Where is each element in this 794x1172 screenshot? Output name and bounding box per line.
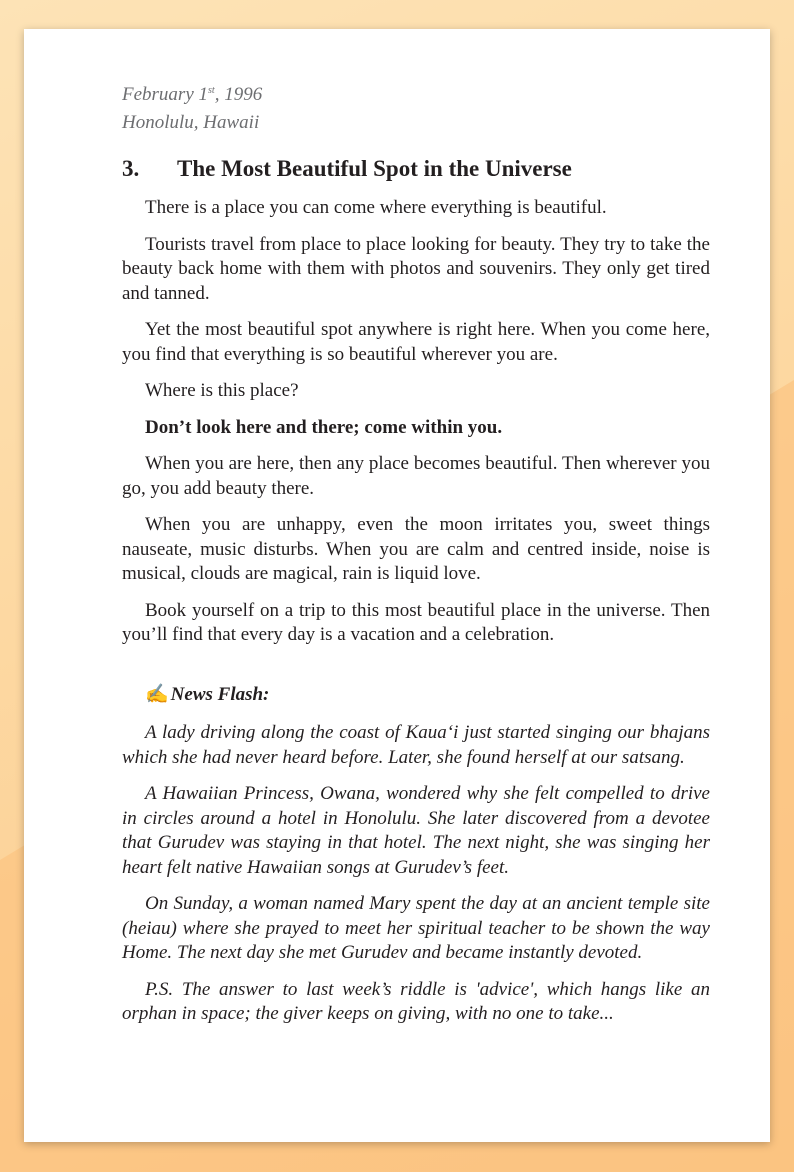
paragraph: When you are here, then any place becomes beautiful. Then wherever you go, you add beauty there. [122, 453, 710, 499]
location: Honolulu, Hawaii [122, 112, 260, 133]
paragraph: Where is this place? [145, 380, 299, 401]
chapter-heading [122, 154, 710, 184]
document-page [24, 29, 770, 1142]
paragraph: Tourists travel from place to place looking for beauty. They try to take the beauty back home with them with photos and souvenirs. They only get tired and tanned. [122, 233, 710, 304]
news-flash-section [122, 721, 710, 1027]
pen-icon: ✍ [145, 683, 169, 705]
chapter-number: 3. [122, 156, 140, 181]
paragraph: There is a place you can come where everything is beautiful. [145, 197, 607, 218]
news-flash-heading [122, 683, 710, 708]
news-flash-title: News Flash: [170, 683, 270, 705]
date-month-day: February 1 [122, 84, 209, 105]
chapter-title: The Most Beautiful Spot in the Universe [177, 156, 572, 181]
paragraph: Book yourself on a trip to this most beautiful place in the universe. Then you’ll find that every day is a vacation and a celebration. [122, 599, 710, 645]
date-ordinal: st [208, 85, 215, 96]
page-content [122, 81, 710, 1039]
news-item: P.S. The answer to last week’s riddle is 'advice', which hangs like an orphan in space; the giver keeps on giving, with no one to take... [122, 978, 710, 1024]
date-year: , 1996 [214, 84, 263, 105]
date [122, 81, 710, 109]
paragraph: When you are unhappy, even the moon irritates you, sweet things nauseate, music disturbs. When you are calm and centred inside, noise is musical, clouds are magical, rain is liquid love. [122, 514, 710, 584]
paragraph: Yet the most beautiful spot anywhere is right here. When you come here, you find that everything is so beautiful wherever you are. [122, 319, 710, 365]
emphasis-paragraph: Don’t look here and there; come within you. [145, 416, 503, 438]
dateline [122, 81, 710, 137]
news-item: A lady driving along the coast of Kaua‘i just started singing our bhajans which she had never heard before. Later, she found herself at our satsang. [122, 722, 710, 768]
news-item: On Sunday, a woman named Mary spent the day at an ancient temple site (heiau) where she prayed to meet her spiritual teacher to be shown the way Home. The next day she met Gurudev and became instantly devoted. [122, 893, 710, 963]
news-item: A Hawaiian Princess, Owana, wondered why she felt compelled to drive in circles around a hotel in Honolulu. She later discovered from a devotee that Gurudev was staying in that hotel. The next night, she was singing her heart felt native Hawaiian songs at Gurudev’s feet. [122, 783, 710, 878]
